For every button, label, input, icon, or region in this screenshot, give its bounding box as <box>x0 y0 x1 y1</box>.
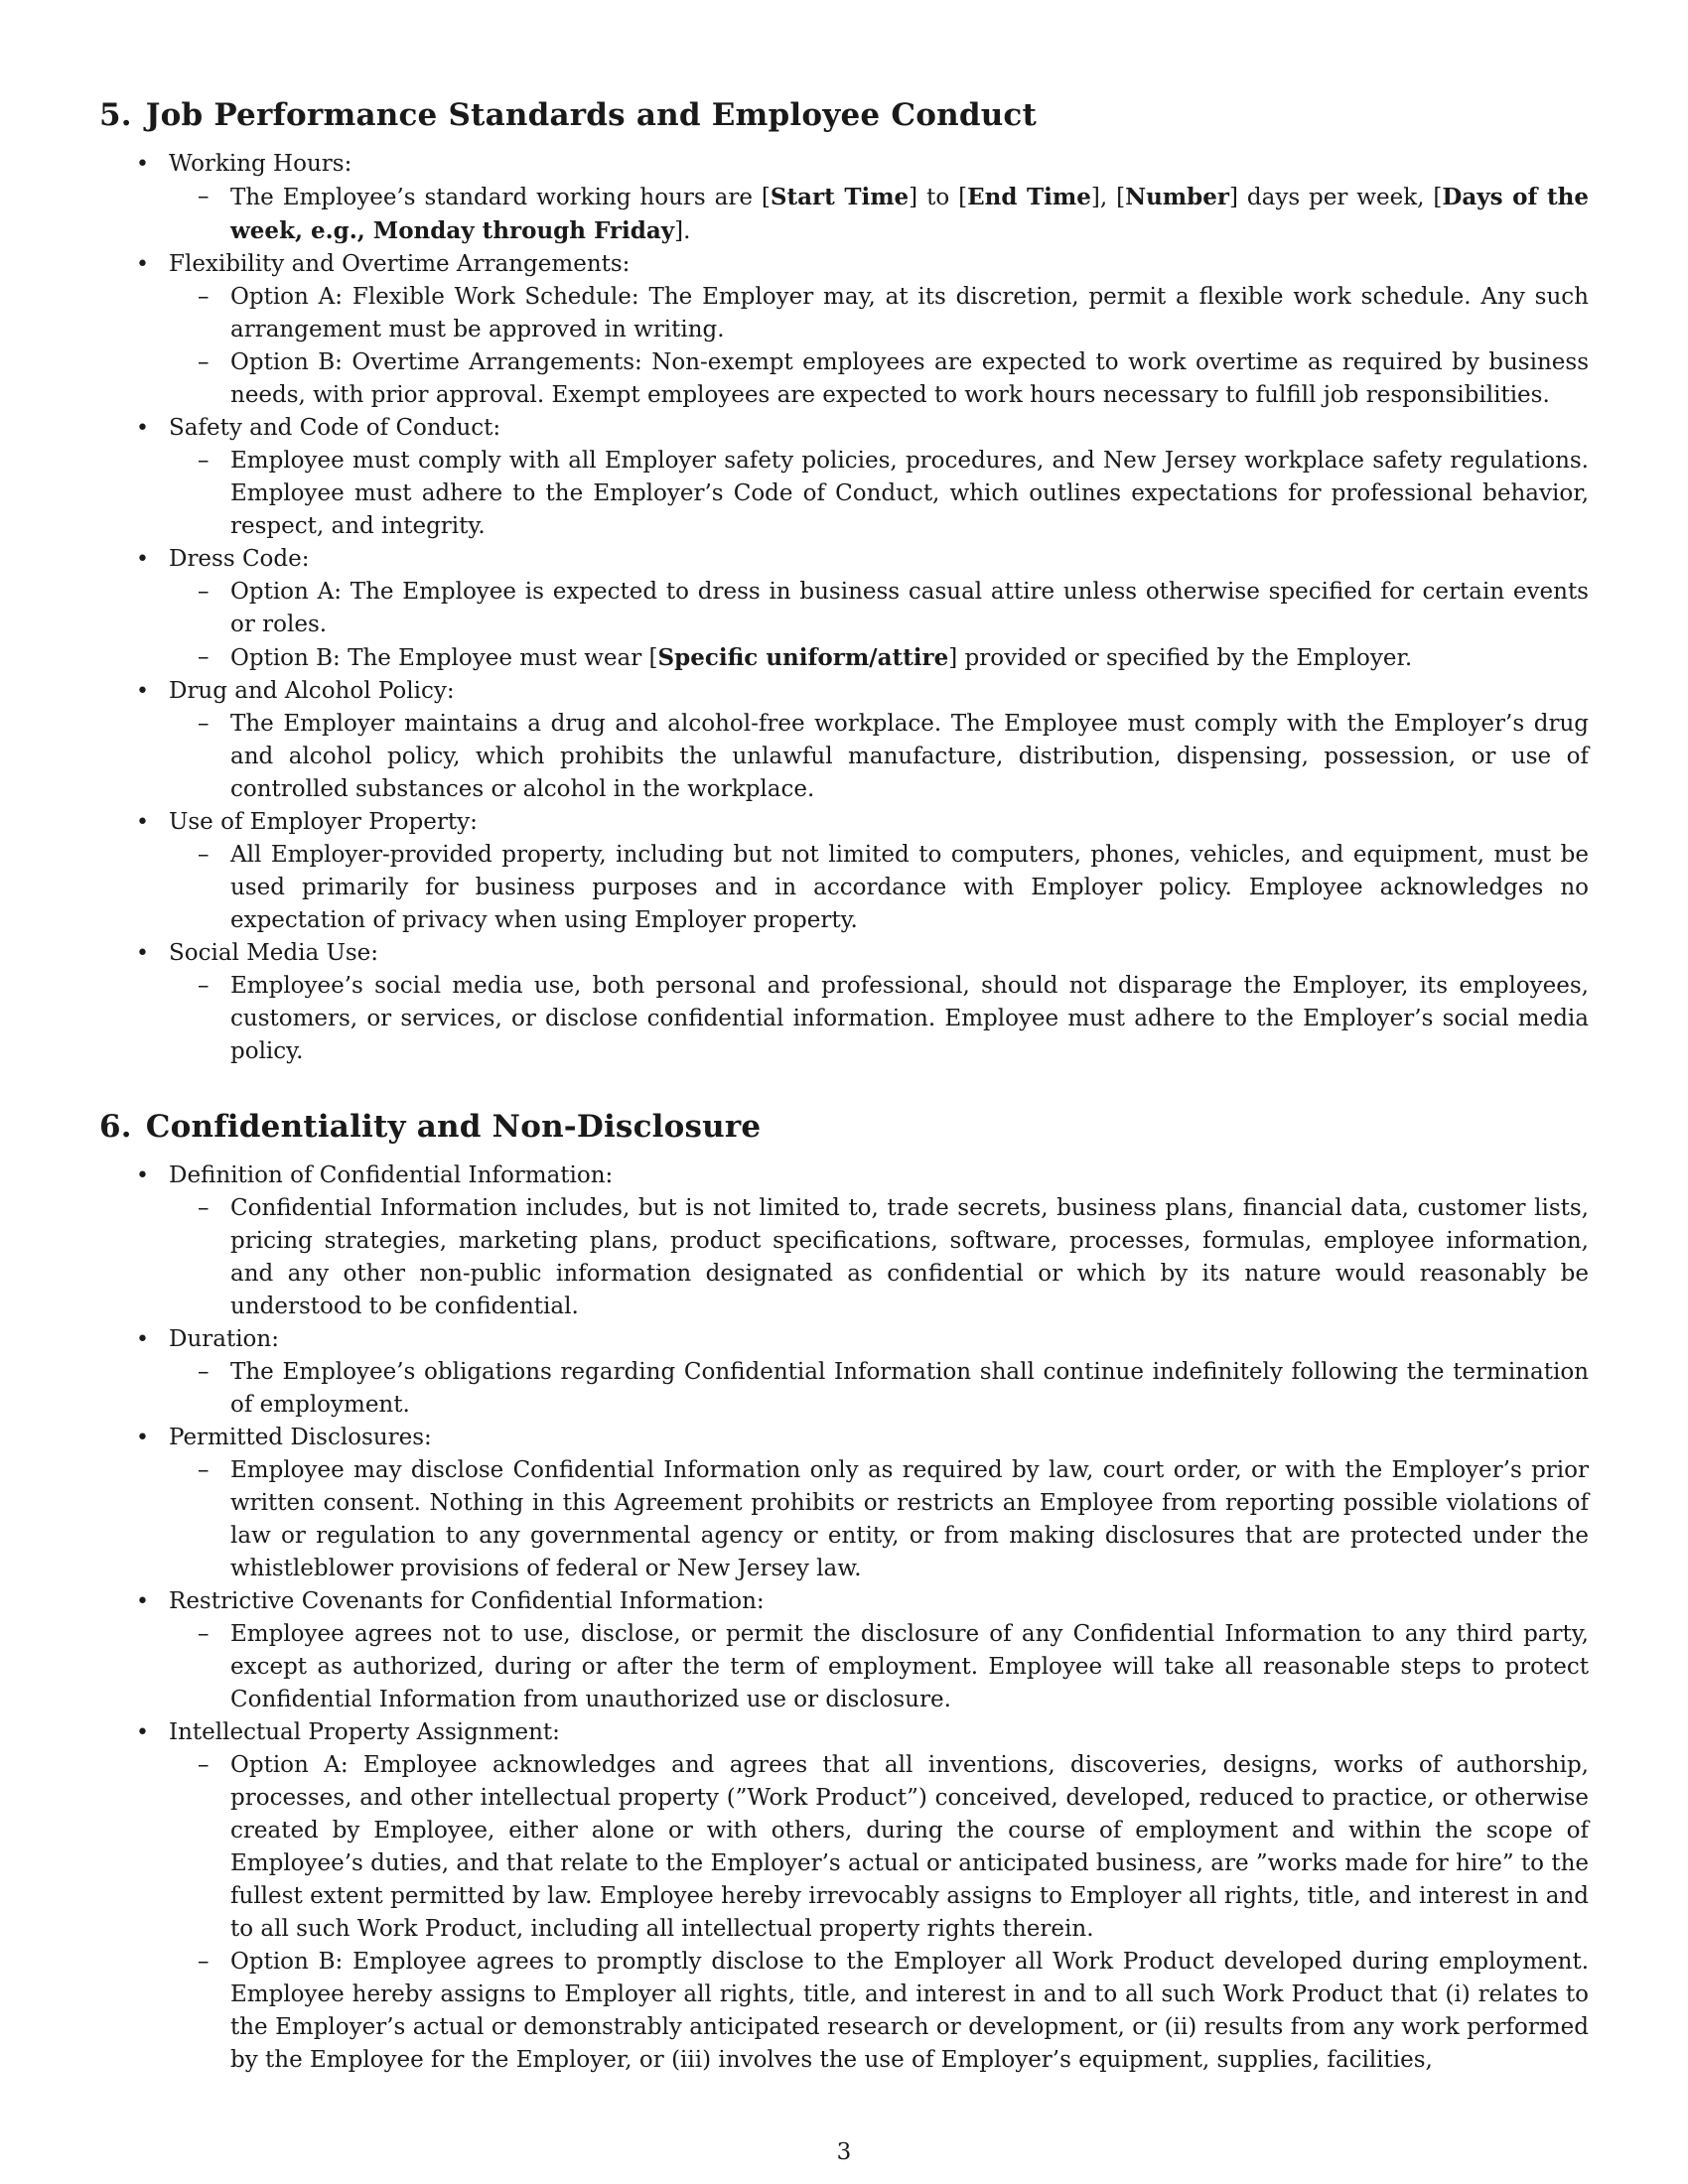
sub-list <box>169 839 1589 937</box>
sub-list-item <box>169 181 1589 248</box>
section-5 <box>99 94 1589 1068</box>
placeholder-text: Specific uniform/attire <box>657 644 949 671</box>
sub-list-item <box>169 1618 1589 1716</box>
body-text: The Employee’s obligations regarding Confidential Information shall continue indefinitely following the termination of employment. <box>230 1359 1589 1418</box>
sub-list-item <box>169 839 1589 937</box>
sub-list <box>169 970 1589 1068</box>
list-item <box>99 148 1589 248</box>
body-text: Option A: Flexible Work Schedule: The Employer may, at its discretion, permit a flexible work schedule. Any such arrangement must be approved in writing. <box>230 284 1589 342</box>
sub-list <box>169 1192 1589 1323</box>
sub-list-item <box>169 1192 1589 1323</box>
list-item <box>99 675 1589 806</box>
sub-list-item <box>169 1749 1589 1946</box>
body-text: ] provided or specified by the Employer. <box>948 645 1413 671</box>
section-number: 5. <box>99 97 132 133</box>
sub-list <box>169 1356 1589 1422</box>
list-item <box>99 1422 1589 1585</box>
body-text: ], [ <box>1090 185 1126 210</box>
placeholder-text: End Time <box>967 184 1091 210</box>
body-text: The Employee’s standard working hours are [ <box>230 185 771 210</box>
item-label: Duration: <box>169 1326 279 1352</box>
body-text: Employee may disclose Confidential Information only as required by law, court order, or with the Employer’s prior written consent. Nothing in this Agreement prohibits or restricts an Employee from reporting possible violations of law or regulation to any governmental agency or entity, or from making disclosures that are protected under the whistleblower provisions of federal or New Jersey law. <box>230 1457 1589 1581</box>
item-label: Social Media Use: <box>169 940 379 966</box>
list-item <box>99 806 1589 937</box>
list-item <box>99 1716 1589 2077</box>
item-label: Working Hours: <box>169 151 352 177</box>
sub-list <box>169 181 1589 248</box>
item-label: Use of Employer Property: <box>169 809 478 835</box>
sub-list-item <box>169 445 1589 543</box>
section-6-list <box>99 1160 1589 2077</box>
section-title: Job Performance Standards and Employee Conduct <box>145 97 1038 133</box>
list-item <box>99 1160 1589 1323</box>
list-item <box>99 248 1589 412</box>
sub-list-item <box>169 641 1589 675</box>
placeholder-text: Start Time <box>770 184 910 210</box>
sub-list <box>169 1454 1589 1585</box>
sub-list <box>169 445 1589 543</box>
sub-list-item <box>169 576 1589 641</box>
section-5-list <box>99 148 1589 1068</box>
item-label: Permitted Disclosures: <box>169 1425 432 1450</box>
body-text: Confidential Information includes, but is not limited to, trade secrets, business plans, financial data, customer lists, pricing strategies, marketing plans, product specifications, software, processes, formulas, employee information, and any other non-public information designated as confidential or which by its nature would reasonably be understood to be confidential. <box>230 1195 1589 1319</box>
list-item <box>99 1323 1589 1422</box>
body-text: Employee agrees not to use, disclose, or permit the disclosure of any Confidential Information to any third party, except as authorized, during or after the term of employment. Employee will take all reasonable steps to protect Confidential Information from unauthorized use or disclosure. <box>230 1621 1589 1712</box>
section-6 <box>99 1106 1589 2077</box>
body-text: Option B: Employee agrees to promptly disclose to the Employer all Work Product developed during employment. Employee hereby assigns to Employer all rights, title, and interest in and to all such Work Product that (i) relates to the Employer’s actual or demonstrably anticipated research or development, or (ii) results from any work performed by the Employee for the Employer, or (iii) involves the use of Employer’s equipment, supplies, facilities, <box>230 1949 1589 2073</box>
sub-list <box>169 1618 1589 1716</box>
item-label: Definition of Confidential Information: <box>169 1162 614 1188</box>
body-text: Option B: The Employee must wear [ <box>230 645 658 671</box>
body-text: Employee’s social media use, both personal and professional, should not disparage the Employer, its employees, customers, or services, or disclose confidential information. Employee must adhere to the Employer’s social media policy. <box>230 973 1589 1064</box>
sub-list-item <box>169 1454 1589 1585</box>
item-label: Dress Code: <box>169 546 310 572</box>
sub-list-item <box>169 1356 1589 1422</box>
body-text: Option B: Overtime Arrangements: Non-exempt employees are expected to work overtime as required by business needs, with prior approval. Exempt employees are expected to work hours necessary to fulfill job responsibilities. <box>230 349 1589 408</box>
sub-list <box>169 576 1589 675</box>
list-item <box>99 412 1589 543</box>
section-heading <box>99 1106 1589 1148</box>
body-text: Option A: Employee acknowledges and agrees that all inventions, discoveries, designs, works of authorship, processes, and other intellectual property (”Work Product”) conceived, developed, reduced to practice, or otherwise created by Employee, either alone or with others, during the course of employment and within the scope of Employee’s duties, and that relate to the Employer’s actual or anticipated business, are ”works made for hire” to the fullest extent permitted by law. Employee hereby irrevocably assigns to Employer all rights, title, and interest in and to all such Work Product, including all intellectual property rights therein. <box>230 1752 1589 1942</box>
list-item <box>99 543 1589 675</box>
item-label: Restrictive Covenants for Confidential Information: <box>169 1588 765 1614</box>
body-text: The Employer maintains a drug and alcohol-free workplace. The Employee must comply with the Employer’s drug and alcohol policy, which prohibits the unlawful manufacture, distribution, dispensing, possession, or use of controlled substances or alcohol in the workplace. <box>230 711 1589 802</box>
sub-list <box>169 708 1589 806</box>
body-text: ]. <box>674 218 691 244</box>
document-page <box>99 94 1589 2115</box>
section-heading <box>99 94 1589 136</box>
body-text: Option A: The Employee is expected to dress in business casual attire unless otherwise specified for certain events or roles. <box>230 579 1589 637</box>
placeholder-text: Number <box>1125 184 1229 210</box>
body-text: ] days per week, [ <box>1228 185 1443 210</box>
body-text: ] to [ <box>909 185 968 210</box>
sub-list-item <box>169 970 1589 1068</box>
item-label: Safety and Code of Conduct: <box>169 415 501 441</box>
body-text: All Employer-provided property, including but not limited to computers, phones, vehicles, and equipment, must be used primarily for business purposes and in accordance with Employer policy. Employee acknowledges no expectation of privacy when using Employer property. <box>230 842 1589 933</box>
list-item <box>99 1585 1589 1716</box>
item-label: Flexibility and Overtime Arrangements: <box>169 251 631 277</box>
item-label: Intellectual Property Assignment: <box>169 1719 560 1745</box>
sub-list-item <box>169 1946 1589 2077</box>
sub-list-item <box>169 281 1589 346</box>
item-label: Drug and Alcohol Policy: <box>169 678 455 704</box>
section-title: Confidentiality and Non-Disclosure <box>145 1109 762 1145</box>
placeholder-text: Days of the week, e.g., Monday through Friday <box>230 184 1589 244</box>
page-number: 3 <box>836 2139 852 2165</box>
sub-list <box>169 1749 1589 2077</box>
body-text: Employee must comply with all Employer safety policies, procedures, and New Jersey workplace safety regulations. Employee must adhere to the Employer’s Code of Conduct, which outlines expectations for professional behavior, respect, and integrity. <box>230 448 1589 539</box>
list-item <box>99 937 1589 1068</box>
sub-list-item <box>169 346 1589 412</box>
section-number: 6. <box>99 1109 132 1145</box>
sub-list-item <box>169 708 1589 806</box>
sub-list <box>169 281 1589 412</box>
